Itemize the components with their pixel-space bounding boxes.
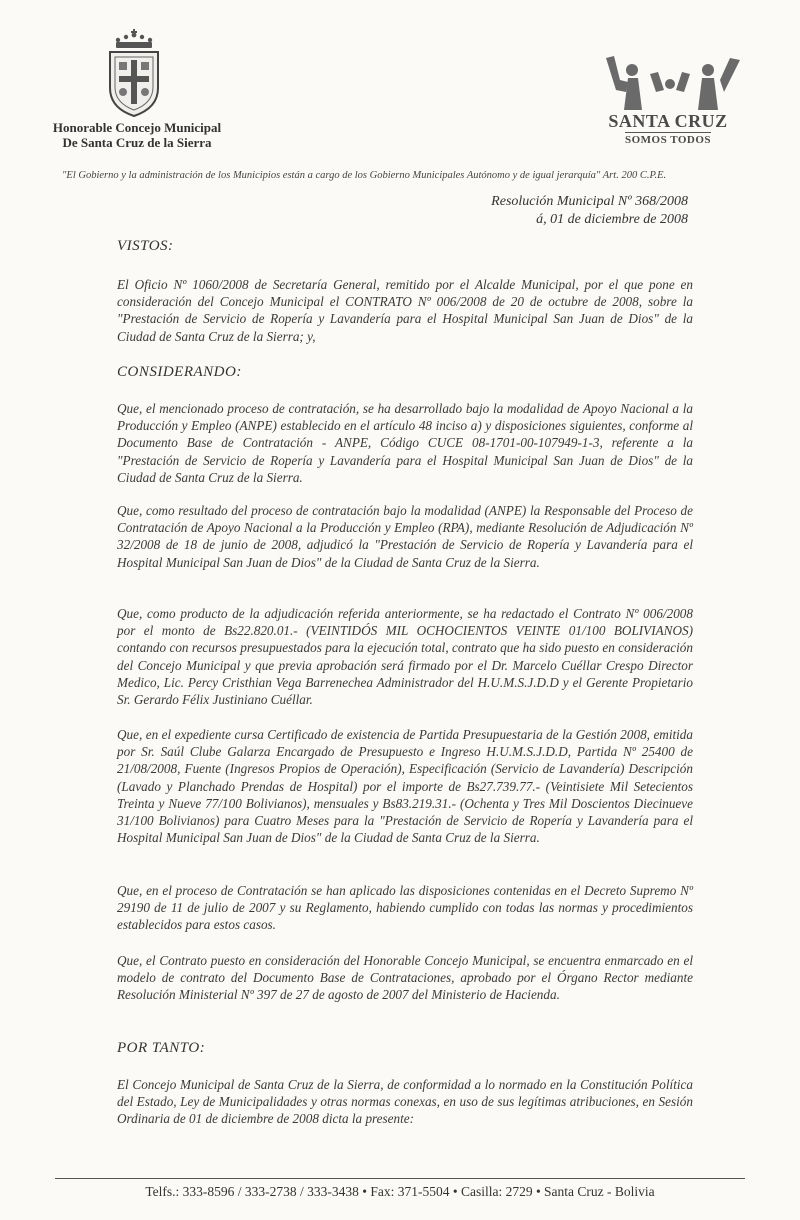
vistos-paragraph: El Oficio Nº 1060/2008 de Secretaría General, remitido por el Alcalde Municipal, por el que pone en consideración del Concejo Municipal el CONTRATO Nº 006/2008 de 20 de octubre de 2008, sobre la "Prestación de Servicio de Ropería y Lavandería para el Hospital Municipal San Juan de Dios" de la Ciudad de Santa Cruz de la Sierra; y,	[117, 277, 693, 344]
considerando-heading: CONSIDERANDO:	[117, 364, 242, 380]
brand-title: SANTA CRUZ	[608, 111, 728, 131]
coat-of-arms-icon	[104, 28, 164, 118]
council-name-line2: De Santa Cruz de la Sierra	[62, 135, 212, 150]
considerando-paragraph-1: Que, el mencionado proceso de contratación, se ha desarrollado bajo la modalidad de Apoyo Nacional a la Producción y Empleo (ANPE) establecido en el artículo 48 inciso a) y disposiciones siguientes, conforme al Documento Base de Contratación - ANPE, Código CUCE 08-1701-00-107949-1-3, referente a la "Prestación de Servicio de Ropería y Lavandería para el Hospital Municipal San Juan de Dios" de la Ciudad de Santa Cruz de la Sierra.	[117, 401, 693, 485]
brand-slogan: SOMOS TODOS	[624, 134, 712, 146]
vistos-heading: VISTOS:	[117, 238, 174, 254]
footer-contact: Telfs.: 333-8596 / 333-2738 / 333-3438 • Fax: 371-5504 • Casilla: 2729 • Santa Cruz - Bolivia	[145, 1184, 655, 1199]
council-name-line1: Honorable Concejo Municipal	[52, 120, 222, 135]
considerando-paragraph-5: Que, en el proceso de Contratación se han aplicado las disposiciones contenidas en el Decreto Supremo Nº 29190 de 11 de julio de 2007 y su Reglamento, habiendo cumplido con todas las normas y procedimientos establecidos para estos casos.	[117, 883, 693, 933]
constitution-quote: "El Gobierno y la administración de los Municipios están a cargo de los Gobierno Municipales Autónomo y de igual jerarquía" Art. 200 C.P.E.	[62, 170, 667, 181]
council-name	[52, 120, 222, 150]
portanto-heading: POR TANTO:	[117, 1040, 206, 1056]
resolution-title: Resolución Municipal Nº 368/2008	[491, 194, 688, 209]
considerando-paragraph-4: Que, en el expediente cursa Certificado de existencia de Partida Presupuestaria de la Gestión 2008, emitida por Sr. Saúl Clube Galarza Encargado de Presupuesto e Ingreso H.U.M.S.J.D.D, Partida Nº 25400 de 21/08/2008, Fuente (Ingresos Propios de Operación), Especificación (Servicio de Lavandería) Descripción (Lavado y Planchado Prendas de Hospital) por el importe de Bs27.739.77.- (Veintisiete Mil Setecientos Treinta y Nueve 77/100 Bolivianos), mensuales y Bs83.219.31.- (Ochenta y Tres Mil Doscientos Diecinueve 31/100 Bolivianos) para Cuatro Meses para la "Prestación de Servicio de Ropería y Lavandería para el Hospital Municipal San Juan de Dios" de la Ciudad de Santa Cruz de la Sierra.	[117, 727, 693, 846]
considerando-paragraph-2: Que, como resultado del proceso de contratación bajo la modalidad (ANPE) la Responsable del Proceso de Contratación de Apoyo Nacional a la Producción y Empleo (RPA), mediante Resolución de Adjudicación Nº 32/2008 de 18 de junio de 2008, adjudicó la "Prestación de Servicio de Ropería y Lavandería para el Hospital Municipal San Juan de Dios" de la Ciudad de Santa Cruz de la Sierra.	[117, 503, 693, 570]
resolution-date: á, 01 de diciembre de 2008	[536, 212, 688, 227]
brand-name	[588, 112, 748, 148]
footer-divider	[55, 1178, 745, 1179]
portanto-paragraph: El Concejo Municipal de Santa Cruz de la Sierra, de conformidad a lo normado en la Constitución Política del Estado, Ley de Municipalidades y otras normas conexas, en uso de sus legítimas atribuciones, en Sesión Ordinaria de 01 de diciembre de 2008 dicta la presente:	[117, 1077, 693, 1127]
considerando-paragraph-3: Que, como producto de la adjudicación referida anteriormente, se ha redactado el Contrato Nº 006/2008 por el monto de Bs22.820.01.- (VEINTIDÓS MIL OCHOCIENTOS VEINTE 01/100 BOLIVIANOS) contando con recursos presupuestados para la ejecución total, contrato que ha sido puesto en consideración del Concejo Municipal y que previa aprobación será firmado por el Dr. Marcelo Cuéllar Crespo Director Medico, Lic. Percy Cristhian Vega Barrenechea Administrador del H.U.M.S.J.D.D y el Gerente Propietario Sr. Gerardo Félix Justiniano Cuéllar.	[117, 606, 693, 708]
considerando-paragraph-6: Que, el Contrato puesto en consideración del Honorable Concejo Municipal, se encuentra enmarcado en el modelo de contrato del Documento Base de Contrataciones, aprobado por el Órgano Rector mediante Resolución Ministerial Nº 397 de 27 de agosto de 2007 del Ministerio de Hacienda.	[117, 953, 693, 1003]
resolution-header	[420, 193, 688, 229]
